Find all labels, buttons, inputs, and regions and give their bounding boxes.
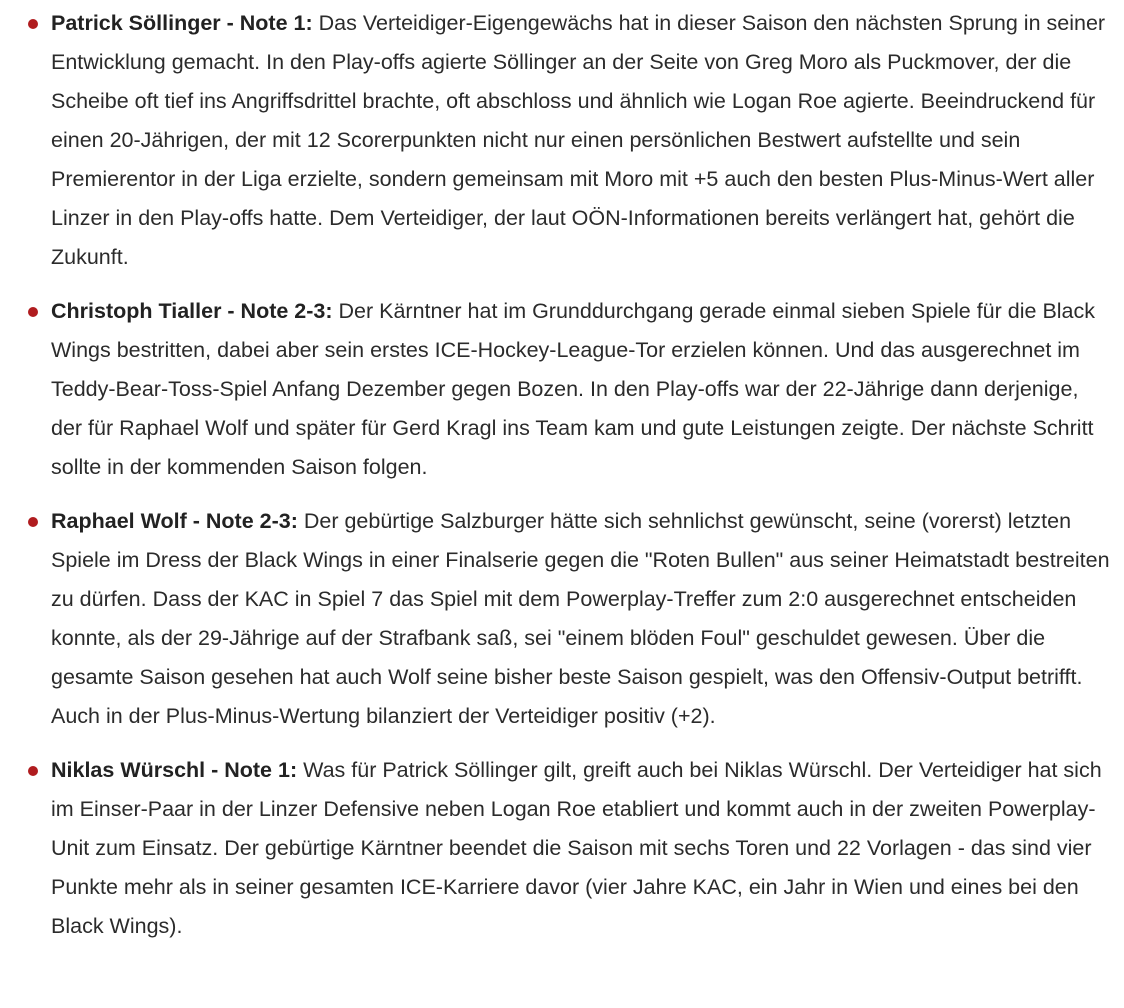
bullet-icon	[28, 517, 38, 527]
list-item	[0, 502, 1124, 736]
player-text: Was für Patrick Söllinger gilt, greift auch bei Niklas Würschl. Der Verteidiger hat sich im Einser-Paar in der Linzer Defensive neben Logan Roe etabliert und kommt auch in der zweiten Powerplay-Unit zum Einsatz. Der gebürtige Kärntner beendet die Saison mit sechs Toren und 22 Vorlagen - das sind vier Punkte mehr als in seiner gesamten ICE-Karriere davor (vier Jahre KAC, ein Jahr in Wien und eines bei den Black Wings).	[51, 758, 1102, 938]
list-item	[0, 4, 1124, 277]
player-text: Der Kärntner hat im Grunddurchgang gerade einmal sieben Spiele für die Black Wings bestritten, dabei aber sein erstes ICE-Hockey-League-Tor erzielen können. Und das ausgerechnet im Teddy-Bear-Toss-Spiel Anfang Dezember gegen Bozen. In den Play-offs war der 22-Jährige dann derjenige, der für Raphael Wolf und später für Gerd Kragl ins Team kam und gute Leistungen zeigte. Der nächste Schritt sollte in der kommenden Saison folgen.	[51, 299, 1096, 479]
bullet-icon	[28, 19, 38, 29]
player-heading: Christoph Tialler - Note 2-3:	[51, 299, 333, 323]
list-item	[0, 292, 1124, 487]
player-text: Das Verteidiger-Eigengewächs hat in dieser Saison den nächsten Sprung in seiner Entwicklung gemacht. In den Play-offs agierte Söllinger an der Seite von Greg Moro als Puckmover, der die Scheibe oft tief ins Angriffsdrittel brachte, oft abschloss und ähnlich wie Logan Roe agierte. Beeindruckend für einen 20-Jährigen, der mit 12 Scorerpunkten nicht nur einen persönlichen Bestwert aufstellte und sein Premierentor in der Liga erzielte, sondern gemeinsam mit Moro mit +5 auch den besten Plus-Minus-Wert aller Linzer in den Play-offs hatte. Dem Verteidiger, der laut OÖN-Informationen bereits verlängert hat, gehört die Zukunft.	[51, 11, 1106, 269]
player-heading: Patrick Söllinger - Note 1:	[51, 11, 313, 35]
player-heading: Raphael Wolf - Note 2-3:	[51, 509, 298, 533]
bullet-icon	[28, 766, 38, 776]
player-text: Der gebürtige Salzburger hätte sich sehnlichst gewünscht, seine (vorerst) letzten Spiele im Dress der Black Wings in einer Finalserie gegen die "Roten Bullen" aus seiner Heimatstadt bestreiten zu dürfen. Dass der KAC in Spiel 7 das Spiel mit dem Powerplay-Treffer zum 2:0 ausgerechnet entscheiden konnte, als der 29-Jährige auf der Strafbank saß, sei "einem blöden Foul" geschuldet gewesen. Über die gesamte Saison gesehen hat auch Wolf seine bisher beste Saison gespielt, was den Offensiv-Output betrifft. Auch in der Plus-Minus-Wertung bilanziert der Verteidiger positiv (+2).	[51, 509, 1110, 728]
player-heading: Niklas Würschl - Note 1:	[51, 758, 298, 782]
list-item	[0, 751, 1124, 946]
bullet-icon	[28, 307, 38, 317]
